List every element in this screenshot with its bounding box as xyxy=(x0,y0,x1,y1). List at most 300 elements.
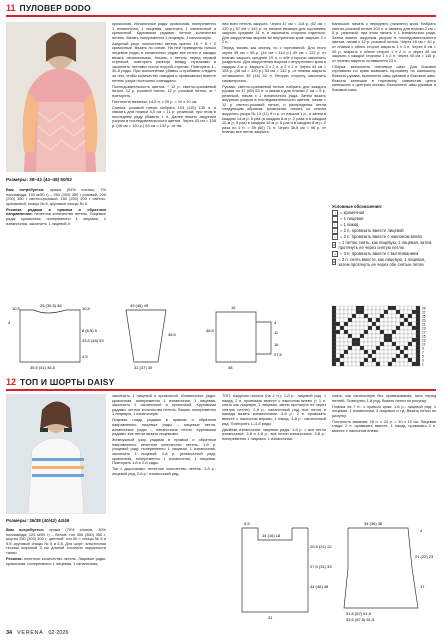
chart-cell xyxy=(336,334,340,338)
chart-cell xyxy=(364,310,368,314)
chart-row-number: 13 xyxy=(422,338,426,343)
chart-row-number: 15 xyxy=(422,334,426,339)
chart-cell xyxy=(368,334,372,338)
chart-row-number: 9 xyxy=(422,346,424,351)
chart-cell xyxy=(368,346,372,350)
skp-symbol-icon: ᐱ xyxy=(333,243,336,248)
shorts-schematic xyxy=(344,528,418,608)
chart-cell xyxy=(364,346,368,350)
legend-item: ʌ = 3 п. провязать вместе с вытягиванием xyxy=(332,251,436,257)
back-dim-side-upper: 8 (6,5) 5 xyxy=(82,328,97,333)
chart-cell xyxy=(336,354,340,358)
chart-cell xyxy=(408,318,412,322)
chart-cell xyxy=(372,342,376,346)
chart-cell xyxy=(412,358,416,362)
chart-cell xyxy=(344,362,348,366)
chart-cell xyxy=(396,318,400,322)
chart-cell xyxy=(380,342,384,346)
chart-cell xyxy=(388,354,392,358)
chart-cell xyxy=(376,354,380,358)
chart-cell xyxy=(364,314,368,318)
chart-cell xyxy=(348,306,352,310)
chart-cell xyxy=(332,338,336,342)
chart-cell xyxy=(400,342,404,346)
chart-cell xyxy=(384,358,388,362)
chart-cell xyxy=(392,358,396,362)
sleeve-dim-side: 38,5 xyxy=(168,332,176,337)
chart-cell xyxy=(336,322,340,326)
chart-cell xyxy=(368,350,372,354)
chart-cell xyxy=(360,358,364,362)
shorts-dim-side: 4 xyxy=(420,528,423,533)
chart-cell xyxy=(376,314,380,318)
chart-cell xyxy=(384,354,388,358)
chart-cell xyxy=(388,342,392,346)
chart-cell xyxy=(400,346,404,350)
page-number: 34 xyxy=(6,630,13,636)
chart-cell xyxy=(384,342,388,346)
chart-cell xyxy=(392,342,396,346)
chart-cell xyxy=(376,334,380,338)
hood-dim-low: 16 xyxy=(274,342,279,347)
shorts-dim-mid2: 17 xyxy=(420,584,425,589)
top-dim-side3: 44 (46) 48 xyxy=(310,584,329,589)
chart-cell xyxy=(332,350,336,354)
chart-cell xyxy=(352,358,356,362)
chart-cell xyxy=(372,350,376,354)
chart-cell xyxy=(392,326,396,330)
chart-cell xyxy=(364,318,368,322)
chart-cell xyxy=(356,358,360,362)
chart-cell xyxy=(368,358,372,362)
chart-cell xyxy=(336,338,340,342)
chart-cell xyxy=(396,322,400,326)
legend-title: Условные обозначения: xyxy=(332,204,383,209)
chart-row-number: 17 xyxy=(422,330,426,335)
hood-dim-mid: 11 xyxy=(274,330,279,335)
chart-cell xyxy=(412,346,416,350)
hood-dim-top: 16 xyxy=(231,305,236,310)
chart-cell xyxy=(380,314,384,318)
chart-cell xyxy=(380,322,384,326)
chart-cell xyxy=(408,362,412,366)
chart-cell xyxy=(384,334,388,338)
chart-cell xyxy=(404,346,408,350)
chart-row-number: 7 xyxy=(422,350,424,355)
chart-cell xyxy=(356,330,360,334)
chart-cell xyxy=(416,314,420,318)
back-dim-upper: 4 xyxy=(8,320,11,325)
chart-cell xyxy=(400,338,404,342)
chart-cell xyxy=(336,330,340,334)
chart-cell xyxy=(340,310,344,314)
chart-cell xyxy=(384,362,388,366)
chart-cell xyxy=(400,326,404,330)
chart-cell xyxy=(380,362,384,366)
top-dim-side1: 20,5 (21) 22 xyxy=(310,544,332,549)
chart-cell xyxy=(396,342,400,346)
chart-cell xyxy=(372,326,376,330)
chart-cell xyxy=(408,358,412,362)
chart-cell xyxy=(332,334,336,338)
section-header-12 xyxy=(6,376,115,388)
selvedge-symbol-icon: ▪ xyxy=(332,210,338,216)
chart-cell xyxy=(344,358,348,362)
section-rule xyxy=(6,15,436,17)
chart-cell xyxy=(336,314,340,318)
text-column-2: кромочная. Изнаночные ряды: кромочная, попеременно 1 изнаночная, 1 лицевая, закончить 1 изнаночной и кромочной. Круговыми рядами: четное количество петель. Вязать попеременно 1 лицевую, 1 изнаночную. Ажурный узор: количество петель кратно 16 + 5 + 2 кромочные. Вязать по схеме. На ней приведены только лицевые ряды; в изнаночных рядах все петли и накиды вязать изнаночными. Начать с петель перед первой стрелкой, повторять раппорт между стрелками и закончить петлями после второй стрелки. Повторить 1–30-й ряды. При выполнении убавок и прибавок следить за тем, чтобы количество накидов и провязанных вместе петель узора постоянно совпадало. Последовательность цветов: * 12 р. светло-оранжевой нитью, 12 р. розовой нитью, 12 р. розовой нитью, от * повторять. Плотность вязания: 14,5 п. x 25 р. = 10 x 10 см. Спинка: розовой нитью набрать 103 (119) 135 п. и связать для планки 4,5 см = 11 р. резинкой, при этом в последнем ряду убавить 1 п. Далее вязать ажурным узором в последовательности цветов. Через 43 см = 108 р. (48 см = 120 р.) 53 см = 132 р. от на- xyxy=(112,22,216,129)
chart-cell xyxy=(372,358,376,362)
section-rule xyxy=(6,389,436,391)
chart-cell xyxy=(372,318,376,322)
chart-cell xyxy=(388,306,392,310)
chart-cell xyxy=(332,310,336,314)
chart-row-number: 25 xyxy=(422,314,426,319)
chart-cell xyxy=(408,334,412,338)
chart-cell xyxy=(368,318,372,322)
legend-item: / = 2 п. провязать вместе лицевой xyxy=(332,228,436,234)
materials-2: Вам потребуется: пряжа (70% хлопка, 30% полиамида; 125 м/50 г) – белой: топ 300 (350) 350 г, шорты 250 (300) 300 г; цветной: топ 50 г; спицы № 5 и 5,5; круговые спицы № 5 и 5,5. Для шорт: эластичная тесьма шириной 3 см длиной согласно окружности талии. Резинка: нечетное количество петель. Лицевые ряды: кромочная, попеременно 1 лицевая, 1 изнаночная, xyxy=(6,528,106,566)
chart-cell xyxy=(380,338,384,342)
chart-cell xyxy=(396,334,400,338)
chart-cell xyxy=(360,306,364,310)
chart-cell xyxy=(412,330,416,334)
chart-cell xyxy=(376,362,380,366)
chart-cell xyxy=(356,354,360,358)
chart-cell xyxy=(376,310,380,314)
chart-cell xyxy=(376,338,380,342)
chart-cell xyxy=(380,354,384,358)
chart-cell xyxy=(380,330,384,334)
chart-cell xyxy=(364,358,368,362)
chart-cell xyxy=(344,338,348,342)
top-dim-side2: 27,5 (31) 33 xyxy=(310,564,332,569)
sizes-1: Размеры: 38–42 (44–48) 50/52 xyxy=(6,177,72,182)
back-dim-top-mid: 25 (30,5) 36 xyxy=(40,303,62,308)
chart-cell xyxy=(388,314,392,318)
chart-cell xyxy=(368,338,372,342)
chart-cell xyxy=(336,350,340,354)
chart-cell xyxy=(408,346,412,350)
back-dim-left: 10,5 xyxy=(12,306,20,311)
issue-date: 02·2026 xyxy=(48,630,69,636)
magazine-name: VERENA xyxy=(17,630,44,636)
chart-cell xyxy=(340,326,344,330)
chart-cell xyxy=(368,322,372,326)
chart-cell xyxy=(348,342,352,346)
chart-cell xyxy=(384,322,388,326)
chart-cell xyxy=(376,330,380,334)
chart-cell xyxy=(364,326,368,330)
chart-cell xyxy=(412,362,416,366)
chart-cell xyxy=(380,306,384,310)
text-column-2b: закончить 1 лицевой и кромочной. Изнаночные ряды: кромочная, попеременно 1 изнаночная, 1 лицевая, закончить 1 изнаночной и кромочной. Круговыми рядами: четное количество петель. Вязать попеременно 1 лицевую, 1 изнаночную. Лицевая гладь рядами в прямом и обратном направлении: лицевые ряды – лицевые петли, изнаночные ряды – изнаночные петли. Круговыми рядами: все петли вязать лицевыми. Жемчужный узор рядами в прямом и обратном направлении: нечетное количество петель. 1-й р. (лицевой ряд): попеременно 1 лицевая, 1 изнаночная, закончить 1 лицевой. 2-й р. (изнаночный ряд): кромочная, попеременно 1 изнаночная, 1 лицевая. Повторять 1-й и 2-й ряды. Топ с дырочками: нечетное количество петель. 1-й р.: лицевой ряд, 2-й р.: изнаночный ряд. xyxy=(112,394,216,476)
chart-cell xyxy=(408,350,412,354)
chart-cell xyxy=(348,310,352,314)
sleeve-schematic xyxy=(126,310,166,362)
chart-cell xyxy=(404,314,408,318)
chart-cell xyxy=(388,326,392,330)
chart-cell xyxy=(360,346,364,350)
chart-cell xyxy=(380,350,384,354)
chart-row-number: 11 xyxy=(422,342,426,347)
chart-cell xyxy=(368,314,372,318)
chart-cell xyxy=(332,346,336,350)
model-photo-top xyxy=(6,394,106,514)
chart-cell xyxy=(364,322,368,326)
chart-cell xyxy=(412,314,416,318)
chart-cell xyxy=(364,350,368,354)
chart-cell xyxy=(396,346,400,350)
chart-cell xyxy=(412,326,416,330)
hood-dim-upper: 4 xyxy=(274,320,277,325)
chart-cell xyxy=(380,358,384,362)
chart-cell xyxy=(336,310,340,314)
chart-cell xyxy=(348,334,352,338)
chart-cell xyxy=(364,342,368,346)
chart-cell xyxy=(412,334,416,338)
legend-item: = 1 лицевая xyxy=(332,216,436,222)
chart-cell xyxy=(384,318,388,322)
chart-cell xyxy=(388,334,392,338)
chart-cell xyxy=(332,326,336,330)
chart-cell xyxy=(392,322,396,326)
chart-cell xyxy=(344,318,348,322)
shorts-dim-bottom2: 53,5 (57,5) 61,5 xyxy=(346,617,375,622)
chart-cell xyxy=(396,314,400,318)
chart-cell xyxy=(392,338,396,342)
chart-cell xyxy=(408,322,412,326)
chart-cell xyxy=(416,362,420,366)
materials-1: Вам потребуется: пряжа (93% хлопка, 7% полиамида; 100 м/50 г) – 250 (300) 350 г розовой, 200 (200) 350 г светло-розовой, 150 (200) 200 г светло-оранжевой, спицы № 5, круговые спицы № 5. Резинка рядами в прямом и обратном направлении: нечетное количество петель. Лицевые ряды: кромочная, попеременно 1 лицевая, 1 изнаночная, закончить 1 лицевой и xyxy=(6,188,106,226)
chart-cell xyxy=(396,310,400,314)
shorts-dim-mid1: 21 (22) 23 xyxy=(415,554,434,559)
hood-dim-width: 46,5 xyxy=(206,328,214,333)
chart-cell xyxy=(356,350,360,354)
chart-cell xyxy=(356,318,360,322)
chart-cell xyxy=(344,326,348,330)
back-dim-side-low: 4,5 xyxy=(82,354,88,359)
chart-cell xyxy=(368,330,372,334)
shorts-dim-bottom1: 51,5 (57) 61,5 xyxy=(346,611,371,616)
chart-cell xyxy=(400,322,404,326)
chart-cell xyxy=(416,326,420,330)
chart-cell xyxy=(392,362,396,366)
chart-cell xyxy=(376,318,380,322)
chart-cell xyxy=(364,330,368,334)
chart-row-number: 3 xyxy=(422,358,424,363)
chart-cell xyxy=(416,310,420,314)
chart-cell xyxy=(404,330,408,334)
chart-cell xyxy=(376,306,380,310)
chart-cell xyxy=(332,306,336,310)
chart-cell xyxy=(376,358,380,362)
chart-cell xyxy=(396,354,400,358)
section-title: ТОП И ШОРТЫ DAISY xyxy=(20,377,115,387)
chart-cell xyxy=(344,354,348,358)
chart-cell xyxy=(340,334,344,338)
chart-cell xyxy=(364,338,368,342)
chart-cell xyxy=(352,314,356,318)
chart-row-number: 27 xyxy=(422,310,426,315)
chart-cell xyxy=(344,314,348,318)
chart-cell xyxy=(348,322,352,326)
chart-cell xyxy=(344,346,348,350)
chart-cell xyxy=(360,322,364,326)
chart-cell xyxy=(344,322,348,326)
chart-cell xyxy=(364,306,368,310)
chart-cell xyxy=(352,350,356,354)
chart-cell xyxy=(360,354,364,358)
chart-cell xyxy=(340,330,344,334)
chart-cell xyxy=(376,322,380,326)
chart-cell xyxy=(336,358,340,362)
chart-cell xyxy=(332,362,336,366)
chart-cell xyxy=(332,330,336,334)
chart-cell xyxy=(412,322,416,326)
chart-cell xyxy=(388,322,392,326)
chart-cell xyxy=(404,326,408,330)
chart-cell xyxy=(384,310,388,314)
back-dim-side-mid: 43,5 (48) 53 xyxy=(82,338,104,343)
chart-cell xyxy=(408,310,412,314)
chart-cell xyxy=(372,338,376,342)
chart-row-number: 19 xyxy=(422,326,426,331)
sizes-2: Размеры: 36/38 (40/42) 44/46 xyxy=(6,518,70,523)
chart-cell xyxy=(412,310,416,314)
chart-cell xyxy=(384,346,388,350)
chart-cell xyxy=(336,362,340,366)
chart-cell xyxy=(384,338,388,342)
chart-cell xyxy=(416,338,420,342)
chart-cell xyxy=(340,350,344,354)
chart-cell xyxy=(392,310,396,314)
chart-cell xyxy=(412,318,416,322)
chart-cell xyxy=(400,334,404,338)
chart-cell xyxy=(376,342,380,346)
chart-cell xyxy=(332,354,336,358)
chart-cell xyxy=(416,342,420,346)
top-dim-2: 14 (16) 18 xyxy=(262,533,281,538)
chart-cell xyxy=(380,310,384,314)
chart-cell xyxy=(396,358,400,362)
chart-cell xyxy=(396,306,400,310)
chart-cell xyxy=(348,314,352,318)
chart-cell xyxy=(372,346,376,350)
chart-cell xyxy=(416,346,420,350)
chart-cell xyxy=(396,326,400,330)
chart-cell xyxy=(388,362,392,366)
section-number: 12 xyxy=(6,377,17,387)
chart-cell xyxy=(368,326,372,330)
chart-cell xyxy=(348,318,352,322)
chart-cell xyxy=(356,306,360,310)
chart-cell xyxy=(368,362,372,366)
chart-cell xyxy=(372,354,376,358)
chart-cell xyxy=(404,362,408,366)
chart-cell xyxy=(348,338,352,342)
chart-cell xyxy=(404,334,408,338)
chart-cell xyxy=(332,342,336,346)
chart-cell xyxy=(340,362,344,366)
chart-cell xyxy=(404,358,408,362)
chart-cell xyxy=(388,350,392,354)
chart-cell xyxy=(384,350,388,354)
chart-cell xyxy=(392,346,396,350)
chart-cell xyxy=(400,314,404,318)
chart-cell xyxy=(372,306,376,310)
chart-cell xyxy=(388,318,392,322)
chart-cell xyxy=(380,334,384,338)
chart-cell xyxy=(336,306,340,310)
chart-cell xyxy=(392,354,396,358)
hood-dim-total: 27,5 xyxy=(274,352,282,357)
text-column-4b: снять, как изнаночную без провязывания, нить перед петлей. Повторять 1-й ряд. Вязать петли по рисунку. Планка на 7 п.: с правого края: 1-й р.: лицевой ряд: 1 лицевая, 1 изнаночная, 3 лицевые и т.д. Вязать петли по рисунку. Плотность вязания: 18 п. x 24 р. = 10 x 10 см. Лицевая гладь: 2 п. провязать вместе, 1 накид, провязать 2 п. вместе с наклоном влево. xyxy=(332,394,436,433)
chart-cell xyxy=(360,338,364,342)
chart-cell xyxy=(360,362,364,366)
legend xyxy=(332,204,436,300)
chart-cell xyxy=(384,314,388,318)
chart-cell xyxy=(344,310,348,314)
chart-cell xyxy=(388,338,392,342)
section-title: ПУЛОВЕР DODO xyxy=(19,3,91,13)
chart-cell xyxy=(388,310,392,314)
chart-row-number: 5 xyxy=(422,354,424,359)
chart-cell xyxy=(396,350,400,354)
shorts-dim-top: 34 (36) 38 xyxy=(364,521,383,526)
chart-cell xyxy=(340,338,344,342)
chart-cell xyxy=(416,318,420,322)
chart-cell xyxy=(340,342,344,346)
chart-cell xyxy=(348,354,352,358)
chart-cell xyxy=(396,330,400,334)
chart-cell xyxy=(356,338,360,342)
back-dim-bottom: 35,5 (41) 46,5 xyxy=(30,365,55,370)
hood-schematic xyxy=(216,312,271,362)
chart-cell xyxy=(352,330,356,334)
chart-cell xyxy=(360,342,364,346)
legend-item: ᐃ = 2 п. снять вместе, как лицевую, 1 лицевая, затем протянуть ее через обе снятые петли xyxy=(333,256,426,268)
chart-cell xyxy=(408,306,412,310)
chart-cell xyxy=(392,350,396,354)
top-schematic xyxy=(242,528,308,612)
chart-cell xyxy=(400,362,404,366)
chart-row-number: 21 xyxy=(422,322,426,327)
chart-cell xyxy=(352,322,356,326)
chart-cell xyxy=(356,362,360,366)
chart-cell xyxy=(360,326,364,330)
chart-cell xyxy=(352,334,356,338)
chart-cell xyxy=(408,330,412,334)
chart-cell xyxy=(372,334,376,338)
hood-dim-bottom: 48 xyxy=(228,365,233,370)
top-dim-bottom: 31 xyxy=(268,615,273,620)
chart-cell xyxy=(336,346,340,350)
chart-cell xyxy=(368,354,372,358)
chart-cell xyxy=(364,362,368,366)
chart-cell xyxy=(388,346,392,350)
chart-cell xyxy=(416,358,420,362)
chart-cell xyxy=(384,306,388,310)
chart-cell xyxy=(380,326,384,330)
s2kp-symbol-icon: ᐃ xyxy=(333,260,336,265)
chart-cell xyxy=(392,306,396,310)
chart-cell xyxy=(400,330,404,334)
back-dim-top-right: 10,5 xyxy=(82,306,90,311)
chart-cell xyxy=(360,334,364,338)
chart-cell xyxy=(356,326,360,330)
chart-cell xyxy=(372,310,376,314)
